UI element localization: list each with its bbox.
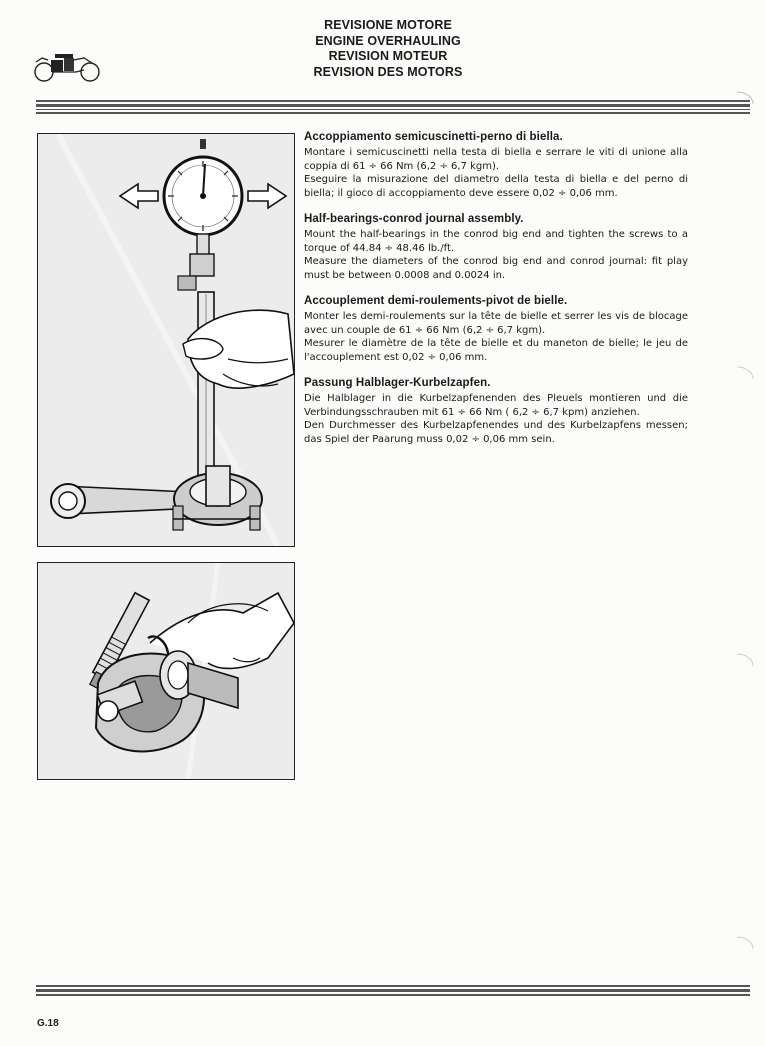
section-english <box>304 213 688 282</box>
section-german <box>304 377 688 446</box>
scan-mark-icon <box>735 365 757 381</box>
section-paragraph: Montare i semicuscinetti nella testa di biella e serrare le viti di unione alla coppia di 61 ÷ 66 Nm (6,2 ÷ 6,7 kgm). <box>304 147 688 172</box>
instructions-text <box>304 131 688 459</box>
scan-mark-icon <box>735 652 757 668</box>
header-title-it: REVISIONE MOTORE <box>324 18 452 32</box>
page-number: G.18 <box>37 1018 59 1029</box>
header-title-fr: REVISION MOTEUR <box>328 49 448 63</box>
section-heading: Passung Halblager-Kurbelzapfen. <box>304 377 491 389</box>
section-italian <box>304 131 688 200</box>
section-heading: Accoppiamento semicuscinetti-perno di biella. <box>304 131 563 143</box>
section-paragraph: Eseguire la misurazione del diametro della testa di biella e del perno di biella; il gioco di accoppiamento deve essere 0,02 ÷ 0,06 mm. <box>304 174 688 199</box>
section-paragraph: Measure the diameters of the conrod big end and conrod journal: fit play must be between 0.0008 and 0.0024 in. <box>304 256 688 281</box>
figure-dial-gauge <box>37 133 295 547</box>
section-french <box>304 295 688 364</box>
section-paragraph: Den Durchmesser des Kurbelzapfenendes und des Kurbelzapfens messen; das Spiel der Paarung muss 0,02 ÷ 0,06 mm sein. <box>304 420 688 445</box>
header-rule <box>36 100 750 114</box>
section-paragraph: Mount the half-bearings in the conrod big end and tighten the screws to a torque of 44.84 ÷ 48.46 lb./ft. <box>304 229 688 254</box>
micrometer-measuring-crankpin-icon <box>38 563 294 779</box>
scan-mark-icon <box>735 90 757 106</box>
figure-micrometer <box>37 562 295 780</box>
footer-rule <box>36 985 750 997</box>
header-title-en: ENGINE OVERHAULING <box>315 33 461 48</box>
section-paragraph: Monter les demi-roulements sur la tête de bielle et serrer les vis de blocage avec un couple de 61 ÷ 66 Nm (6,2 ÷ 6,7 kgm). <box>304 311 688 336</box>
section-paragraph: Die Halblager in die Kurbelzapfenenden des Pleuels montieren und die Verbindungsschrauben mit 61 ÷ 66 Nm ( 6,2 ÷ 6,7 kpm) anziehen. <box>304 393 688 418</box>
motorcycle-engine-icon <box>32 50 102 86</box>
section-paragraph: Mesurer le diamètre de la tête de bielle et du maneton de bielle; le jeu de l'accouplement est 0,02 ÷ 0,06 mm. <box>304 338 688 363</box>
header-title-de: REVISION DES MOTORS <box>313 64 463 79</box>
dial-gauge-measuring-conrod-big-end-icon <box>38 134 294 546</box>
page-header-titles <box>250 18 526 80</box>
scan-mark-icon <box>735 935 757 951</box>
section-heading: Half-bearings-conrod journal assembly. <box>304 213 524 225</box>
section-heading: Accouplement demi-roulements-pivot de bielle. <box>304 295 568 307</box>
